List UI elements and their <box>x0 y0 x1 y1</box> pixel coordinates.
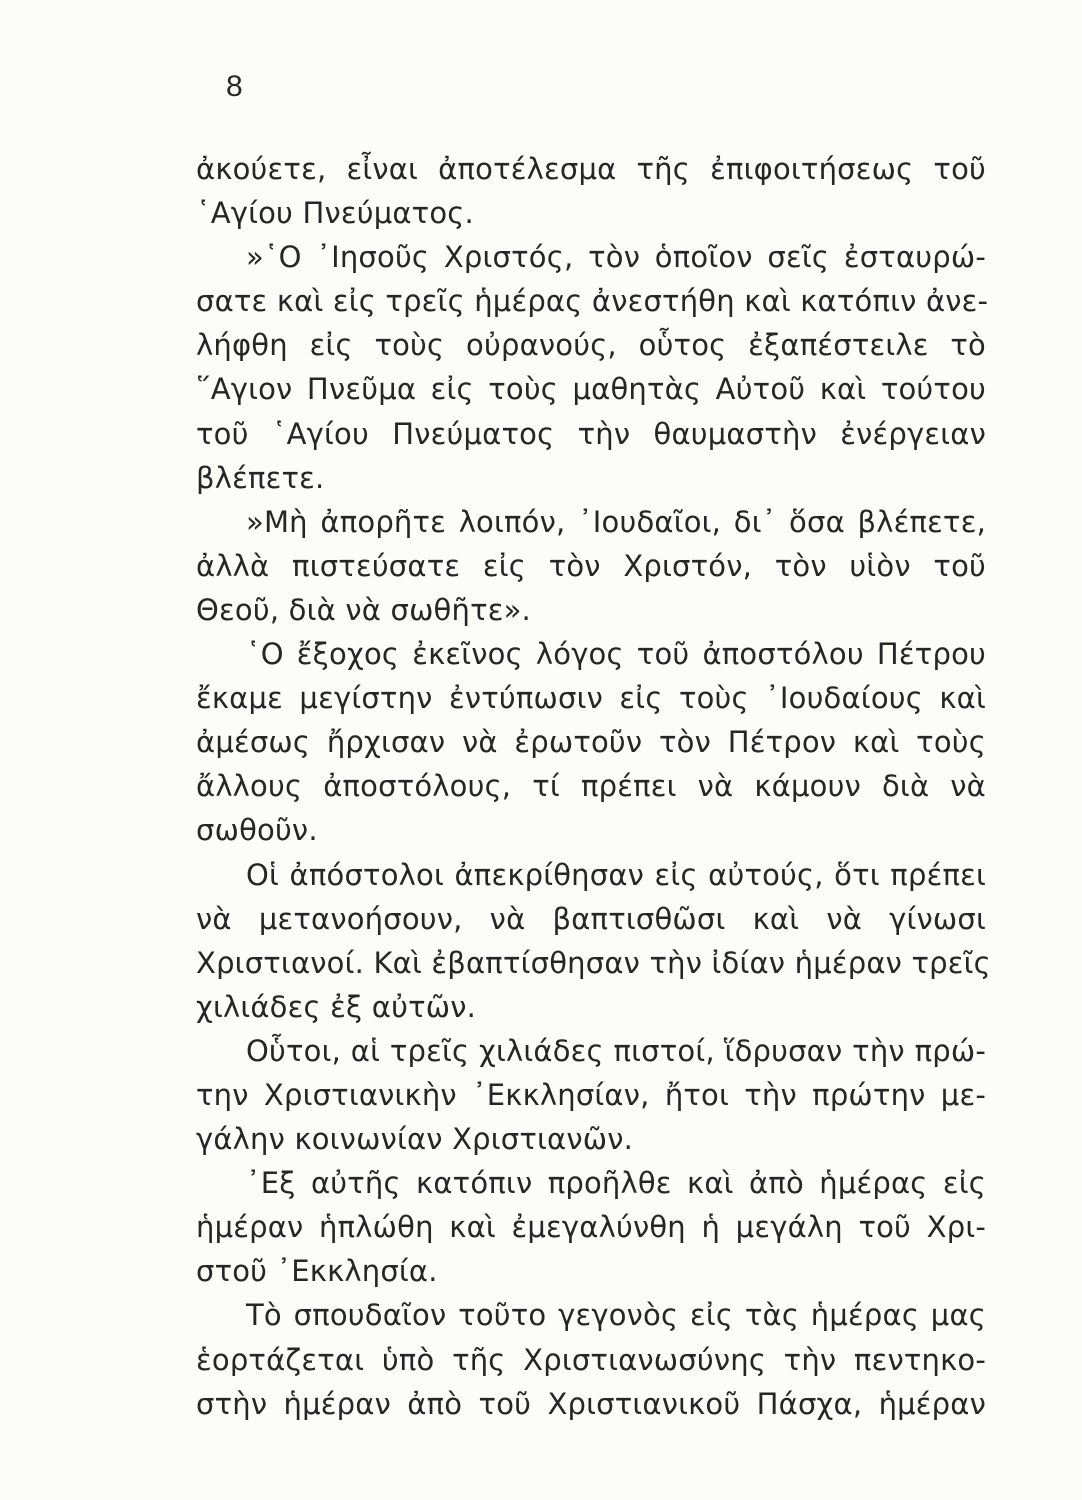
text-line: στὴν ἡμέραν ἀπὸ τοῦ Χριστιανικοῦ Πάσχα, ἡμέραν <box>196 1386 986 1421</box>
text-line: ἀκούετε, εἶναι ἀποτέλεσμα τῆς ἐπιφοιτήσεως τοῦ <box>196 152 986 186</box>
text-line: ἡμέραν ἡπλώθη καὶ ἐμεγαλύνθη ἡ μεγάλη τοῦ Χρι- <box>196 1210 986 1245</box>
text-line: ἀλλὰ πιστεύσατε εἰς τὸν Χριστόν, τὸν υἱὸν τοῦ <box>196 548 986 583</box>
text-line: σατε καὶ εἰς τρεῖς ἡμέρας ἀνεστήθη καὶ κατόπιν ἀνε- <box>196 284 989 319</box>
text-line: σωθοῦν. <box>196 813 318 848</box>
text-line: Οὗτοι, αἱ τρεῖς χιλιάδες πιστοί, ἵδρυσαν τὴν πρώ- <box>246 1033 986 1068</box>
text-line: ᾿Εξ αὐτῆς κατόπιν προῆλθε καὶ ἀπὸ ἡμέρας εἰς <box>246 1166 986 1201</box>
text-line: στοῦ ᾿Εκκλησία. <box>196 1254 438 1289</box>
text-line: ἑορτάζεται ὑπὸ τῆς Χριστιανωσύνης τὴν πεντηκο- <box>196 1342 986 1377</box>
body-text <box>196 147 991 1426</box>
text-line: Οἱ ἀπόστολοι ἀπεκρίθησαν εἰς αὐτούς, ὅτι πρέπει <box>246 857 986 892</box>
text-line: Θεοῦ, διὰ νὰ σωθῆτε». <box>196 592 531 627</box>
text-line: τοῦ ῾Αγίου Πνεύματος τὴν θαυμαστὴν ἐνέργειαν <box>196 416 986 451</box>
text-line: λήφθη εἰς τοὺς οὐρανούς, οὗτος ἐξαπέστειλε τὸ <box>196 328 986 363</box>
text-line: ἄλλους ἀποστόλους, τί πρέπει νὰ κάμουν διὰ νὰ <box>196 769 986 804</box>
page-number: 8 <box>226 70 243 103</box>
text-line: Χριστιανοί. Καὶ ἐβαπτίσθησαν τὴν ἰδίαν ἡμέραν τρεῖς <box>196 945 991 980</box>
text-line: »῾Ο ᾿Ιησοῦς Χριστός, τὸν ὁποῖον σεῖς ἐσταυρώ- <box>246 240 986 275</box>
text-line: Τὸ σπουδαῖον τοῦτο γεγονὸς εἰς τὰς ἡμέρας μας <box>246 1298 986 1333</box>
text-line: ἀμέσως ἤρχισαν νὰ ἐρωτοῦν τὸν Πέτρον καὶ τοὺς <box>196 725 986 760</box>
text-line: ἔκαμε μεγίστην ἐντύπωσιν εἰς τοὺς ᾿Ιουδαίους καὶ <box>196 681 986 716</box>
text-line: ῞Αγιον Πνεῦμα εἰς τοὺς μαθητὰς Αὐτοῦ καὶ τούτου <box>196 372 986 407</box>
text-line: ῾Ο ἔξοχος ἐκεῖνος λόγος τοῦ ἀποστόλου Πέτρου <box>246 637 986 672</box>
text-line: χιλιάδες ἐξ αὐτῶν. <box>196 989 477 1024</box>
text-line: »Μὴ ἀπορῆτε λοιπόν, ᾿Ιουδαῖοι, δι᾿ ὅσα βλέπετε, <box>246 504 986 539</box>
text-line: βλέπετε. <box>196 460 325 495</box>
text-line: ῾Αγίου Πνεύματος. <box>196 196 474 231</box>
text-line: την Χριστιανικὴν ᾿Εκκλησίαν, ἤτοι τὴν πρώτην με- <box>196 1077 986 1112</box>
text-line: γάλην κοινωνίαν Χριστιανῶν. <box>196 1122 634 1157</box>
text-line: νὰ μετανοήσουν, νὰ βαπτισθῶσι καὶ νὰ γίνωσι <box>196 901 986 936</box>
